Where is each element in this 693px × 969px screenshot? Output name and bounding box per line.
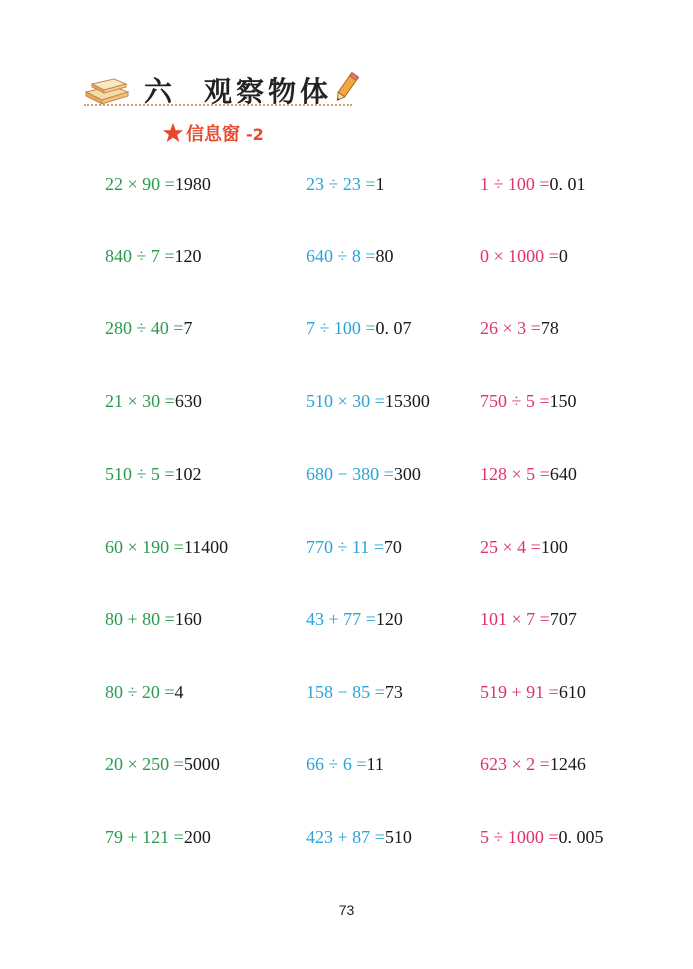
equation-blue-1	[306, 172, 385, 196]
equation-expression: 750 ÷ 5 =	[480, 391, 550, 411]
equation-expression: 22 × 90 =	[105, 174, 175, 194]
equation-answer: 610	[558, 682, 586, 702]
equation-answer: 0. 07	[375, 318, 412, 338]
equation-green-5	[105, 462, 202, 486]
equation-expression: 510 × 30 =	[306, 391, 385, 411]
equation-green-7	[105, 607, 202, 631]
equation-answer: 73	[384, 682, 403, 702]
equation-expression: 43 + 77 =	[306, 609, 376, 629]
header-divider	[84, 104, 352, 106]
equation-pink-2	[480, 244, 568, 268]
equation-answer: 11	[366, 754, 384, 774]
equation-answer: 100	[540, 537, 568, 557]
equation-expression: 101 × 7 =	[480, 609, 550, 629]
equation-answer: 300	[393, 464, 421, 484]
equation-expression: 280 ÷ 40 =	[105, 318, 184, 338]
equation-answer: 80	[375, 246, 394, 266]
equation-expression: 21 × 30 =	[105, 391, 175, 411]
equation-answer: 15300	[384, 391, 430, 411]
equation-pink-9	[480, 752, 586, 776]
pencil-icon	[332, 70, 360, 106]
equation-answer: 4	[174, 682, 184, 702]
equation-answer: 160	[174, 609, 202, 629]
equation-pink-4	[480, 389, 577, 413]
equation-expression: 680 − 380 =	[306, 464, 394, 484]
equation-expression: 80 ÷ 20 =	[105, 682, 175, 702]
equation-answer: 102	[174, 464, 202, 484]
equation-answer: 510	[384, 827, 412, 847]
section-label: 信息窗	[186, 124, 240, 145]
equation-blue-6	[306, 535, 402, 559]
equation-expression: 510 ÷ 5 =	[105, 464, 175, 484]
equation-expression: 770 ÷ 11 =	[306, 537, 384, 557]
equation-green-1	[105, 172, 211, 196]
equation-pink-10	[480, 825, 604, 849]
equation-expression: 20 × 250 =	[105, 754, 184, 774]
equation-answer: 200	[183, 827, 211, 847]
equation-expression: 26 × 3 =	[480, 318, 541, 338]
equation-pink-1	[480, 172, 586, 196]
equation-green-3	[105, 316, 193, 340]
equation-answer: 11400	[183, 537, 229, 557]
equation-pink-3	[480, 316, 559, 340]
equation-answer: 0. 005	[558, 827, 604, 847]
equation-answer: 0	[558, 246, 568, 266]
equation-expression: 1 ÷ 100 =	[480, 174, 550, 194]
equation-green-8	[105, 680, 184, 704]
equation-green-4	[105, 389, 202, 413]
equation-expression: 80 + 80 =	[105, 609, 175, 629]
equation-blue-9	[306, 752, 384, 776]
equation-pink-8	[480, 680, 586, 704]
chapter-title: 观察物体	[204, 75, 333, 108]
equation-expression: 23 ÷ 23 =	[306, 174, 376, 194]
equation-answer: 120	[174, 246, 202, 266]
equation-blue-7	[306, 607, 403, 631]
equation-green-9	[105, 752, 220, 776]
equation-answer: 707	[549, 609, 577, 629]
equation-expression: 7 ÷ 100 =	[306, 318, 376, 338]
chapter-header	[82, 66, 372, 110]
equation-expression: 623 × 2 =	[480, 754, 550, 774]
equation-answer: 78	[540, 318, 559, 338]
equation-answer: 70	[383, 537, 402, 557]
section-subheader	[162, 120, 264, 146]
equation-answer: 5000	[183, 754, 220, 774]
equation-blue-10	[306, 825, 412, 849]
equation-pink-7	[480, 607, 577, 631]
equation-green-2	[105, 244, 202, 268]
equation-answer: 120	[375, 609, 403, 629]
equation-expression: 79 + 121 =	[105, 827, 184, 847]
section-suffix: -2	[246, 125, 264, 144]
equation-answer: 640	[549, 464, 577, 484]
equation-expression: 25 × 4 =	[480, 537, 541, 557]
star-icon	[162, 122, 184, 144]
equation-answer: 630	[174, 391, 202, 411]
equation-blue-5	[306, 462, 421, 486]
page-number: 73	[338, 902, 355, 918]
equation-answer: 7	[183, 318, 193, 338]
equation-blue-3	[306, 316, 412, 340]
stacked-books-icon	[82, 74, 132, 106]
equation-blue-8	[306, 680, 403, 704]
equation-expression: 158 − 85 =	[306, 682, 385, 702]
equation-green-10	[105, 825, 211, 849]
equation-answer: 0. 01	[549, 174, 586, 194]
equation-expression: 519 + 91 =	[480, 682, 559, 702]
equation-answer: 1	[375, 174, 385, 194]
equation-answer: 1246	[549, 754, 586, 774]
equation-green-6	[105, 535, 228, 559]
equation-answer: 150	[549, 391, 577, 411]
equation-expression: 128 × 5 =	[480, 464, 550, 484]
equation-expression: 423 + 87 =	[306, 827, 385, 847]
equation-blue-2	[306, 244, 394, 268]
equation-expression: 640 ÷ 8 =	[306, 246, 376, 266]
equation-pink-5	[480, 462, 577, 486]
equation-expression: 5 ÷ 1000 =	[480, 827, 559, 847]
equation-expression: 840 ÷ 7 =	[105, 246, 175, 266]
equation-answer: 1980	[174, 174, 211, 194]
equation-expression: 66 ÷ 6 =	[306, 754, 367, 774]
equation-expression: 0 × 1000 =	[480, 246, 559, 266]
equation-pink-6	[480, 535, 568, 559]
chapter-number: 六	[144, 75, 175, 108]
equation-blue-4	[306, 389, 430, 413]
equation-expression: 60 × 190 =	[105, 537, 184, 557]
